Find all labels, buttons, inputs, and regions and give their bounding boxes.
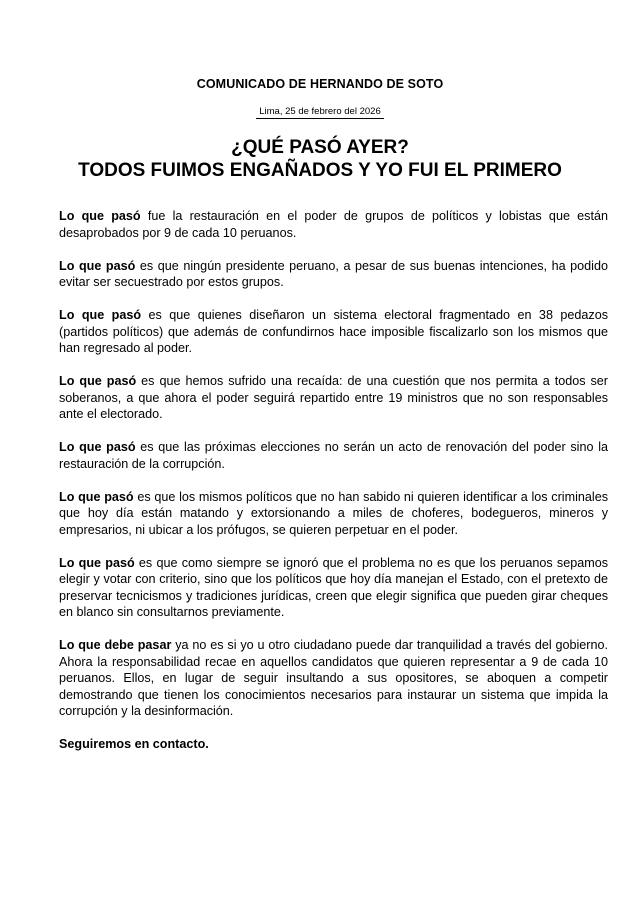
paragraph-lead: Lo que pasó xyxy=(59,258,136,273)
paragraph-lead: Lo que pasó xyxy=(59,555,135,570)
paragraph-text: fue la restauración en el poder de grupos de políticos y lobistas que están desaprobados por 9 de cada 10 peruanos. xyxy=(59,209,608,240)
paragraph-text: es que las próximas elecciones no serán un acto de renovación del poder sino la restauración de la corrupción. xyxy=(59,440,608,471)
paragraph-lead: Lo que debe pasar xyxy=(59,638,172,652)
paragraph xyxy=(59,373,608,423)
headline-line-2: TODOS FUIMOS ENGAÑADOS Y YO FUI EL PRIMERO xyxy=(78,160,562,181)
headline-line-1: ¿QUÉ PASÓ AYER? xyxy=(231,137,409,158)
paragraph-text: es que los mismos políticos que no han sabido ni quieren identificar a los criminales que hoy día están matando y extorsionando a miles de choferes, bodegueros, mineros y empresarios, ni ubicar a los prófugos, se quieren perpetuar en el poder. xyxy=(59,489,608,537)
paragraph xyxy=(59,555,608,621)
paragraph-text: es que ningún presidente peruano, a pesar de sus buenas intenciones, ha podido evitar ser secuestrado por estos grupos. xyxy=(59,258,608,289)
closing-line: Seguiremos en contacto. xyxy=(59,737,209,751)
paragraph xyxy=(59,258,608,291)
paragraph xyxy=(59,439,608,472)
dateline xyxy=(0,106,640,119)
paragraph-lead: Lo que pasó xyxy=(59,308,142,322)
paragraph-lead: Lo que pasó xyxy=(59,440,136,454)
paragraph xyxy=(59,307,608,357)
paragraph-lead: Lo que pasó xyxy=(59,374,137,388)
paragraph-lead: Lo que pasó xyxy=(59,489,134,504)
document-header-title: COMUNICADO DE HERNANDO DE SOTO xyxy=(196,77,444,91)
paragraph-text: es que como siempre se ignoró que el problema no es que los peruanos sepamos elegir y votar con criterio, sino que los políticos que hoy día manejan el Estado, con el pretexto de preservar tecnicismos y tradiciones jurídicas, creen que elegir significa que pueden girar cheques en blanco sin consultarnos previamente. xyxy=(59,555,608,619)
paragraph-lead: Lo que pasó xyxy=(59,209,141,223)
paragraph-text: es que hemos sufrido una recaída: de una cuestión que nos permita a todos ser soberanos, a que ahora el poder seguirá repartido entre 19 ministros que no son responsables ante el electorado. xyxy=(59,374,608,421)
dateline-text: Lima, 25 de febrero del 2026 xyxy=(256,106,383,119)
paragraph-text: ya no es si yo u otro ciudadano puede dar tranquilidad a través del gobierno. Ahora la responsabilidad recae en aquellos candidatos que quieren representar a 9 de cada 10 peruanos. Ellos, en lugar de seguir insultando a sus opositores, se aboquen a competir demostrando que tienen los conocimientos necesarios para instaurar un sistema que impida la corrupción y la desinformación. xyxy=(59,638,608,718)
paragraph xyxy=(59,637,608,720)
paragraph xyxy=(59,489,608,539)
headline xyxy=(0,136,640,182)
paragraph-text: es que quienes diseñaron un sistema electoral fragmentado en 38 pedazos (partidos políticos) que además de confundirnos hace imposible fiscalizarlo son los mismos que han regresado al poder. xyxy=(59,308,608,355)
paragraph xyxy=(59,208,608,241)
document-body xyxy=(59,208,608,769)
